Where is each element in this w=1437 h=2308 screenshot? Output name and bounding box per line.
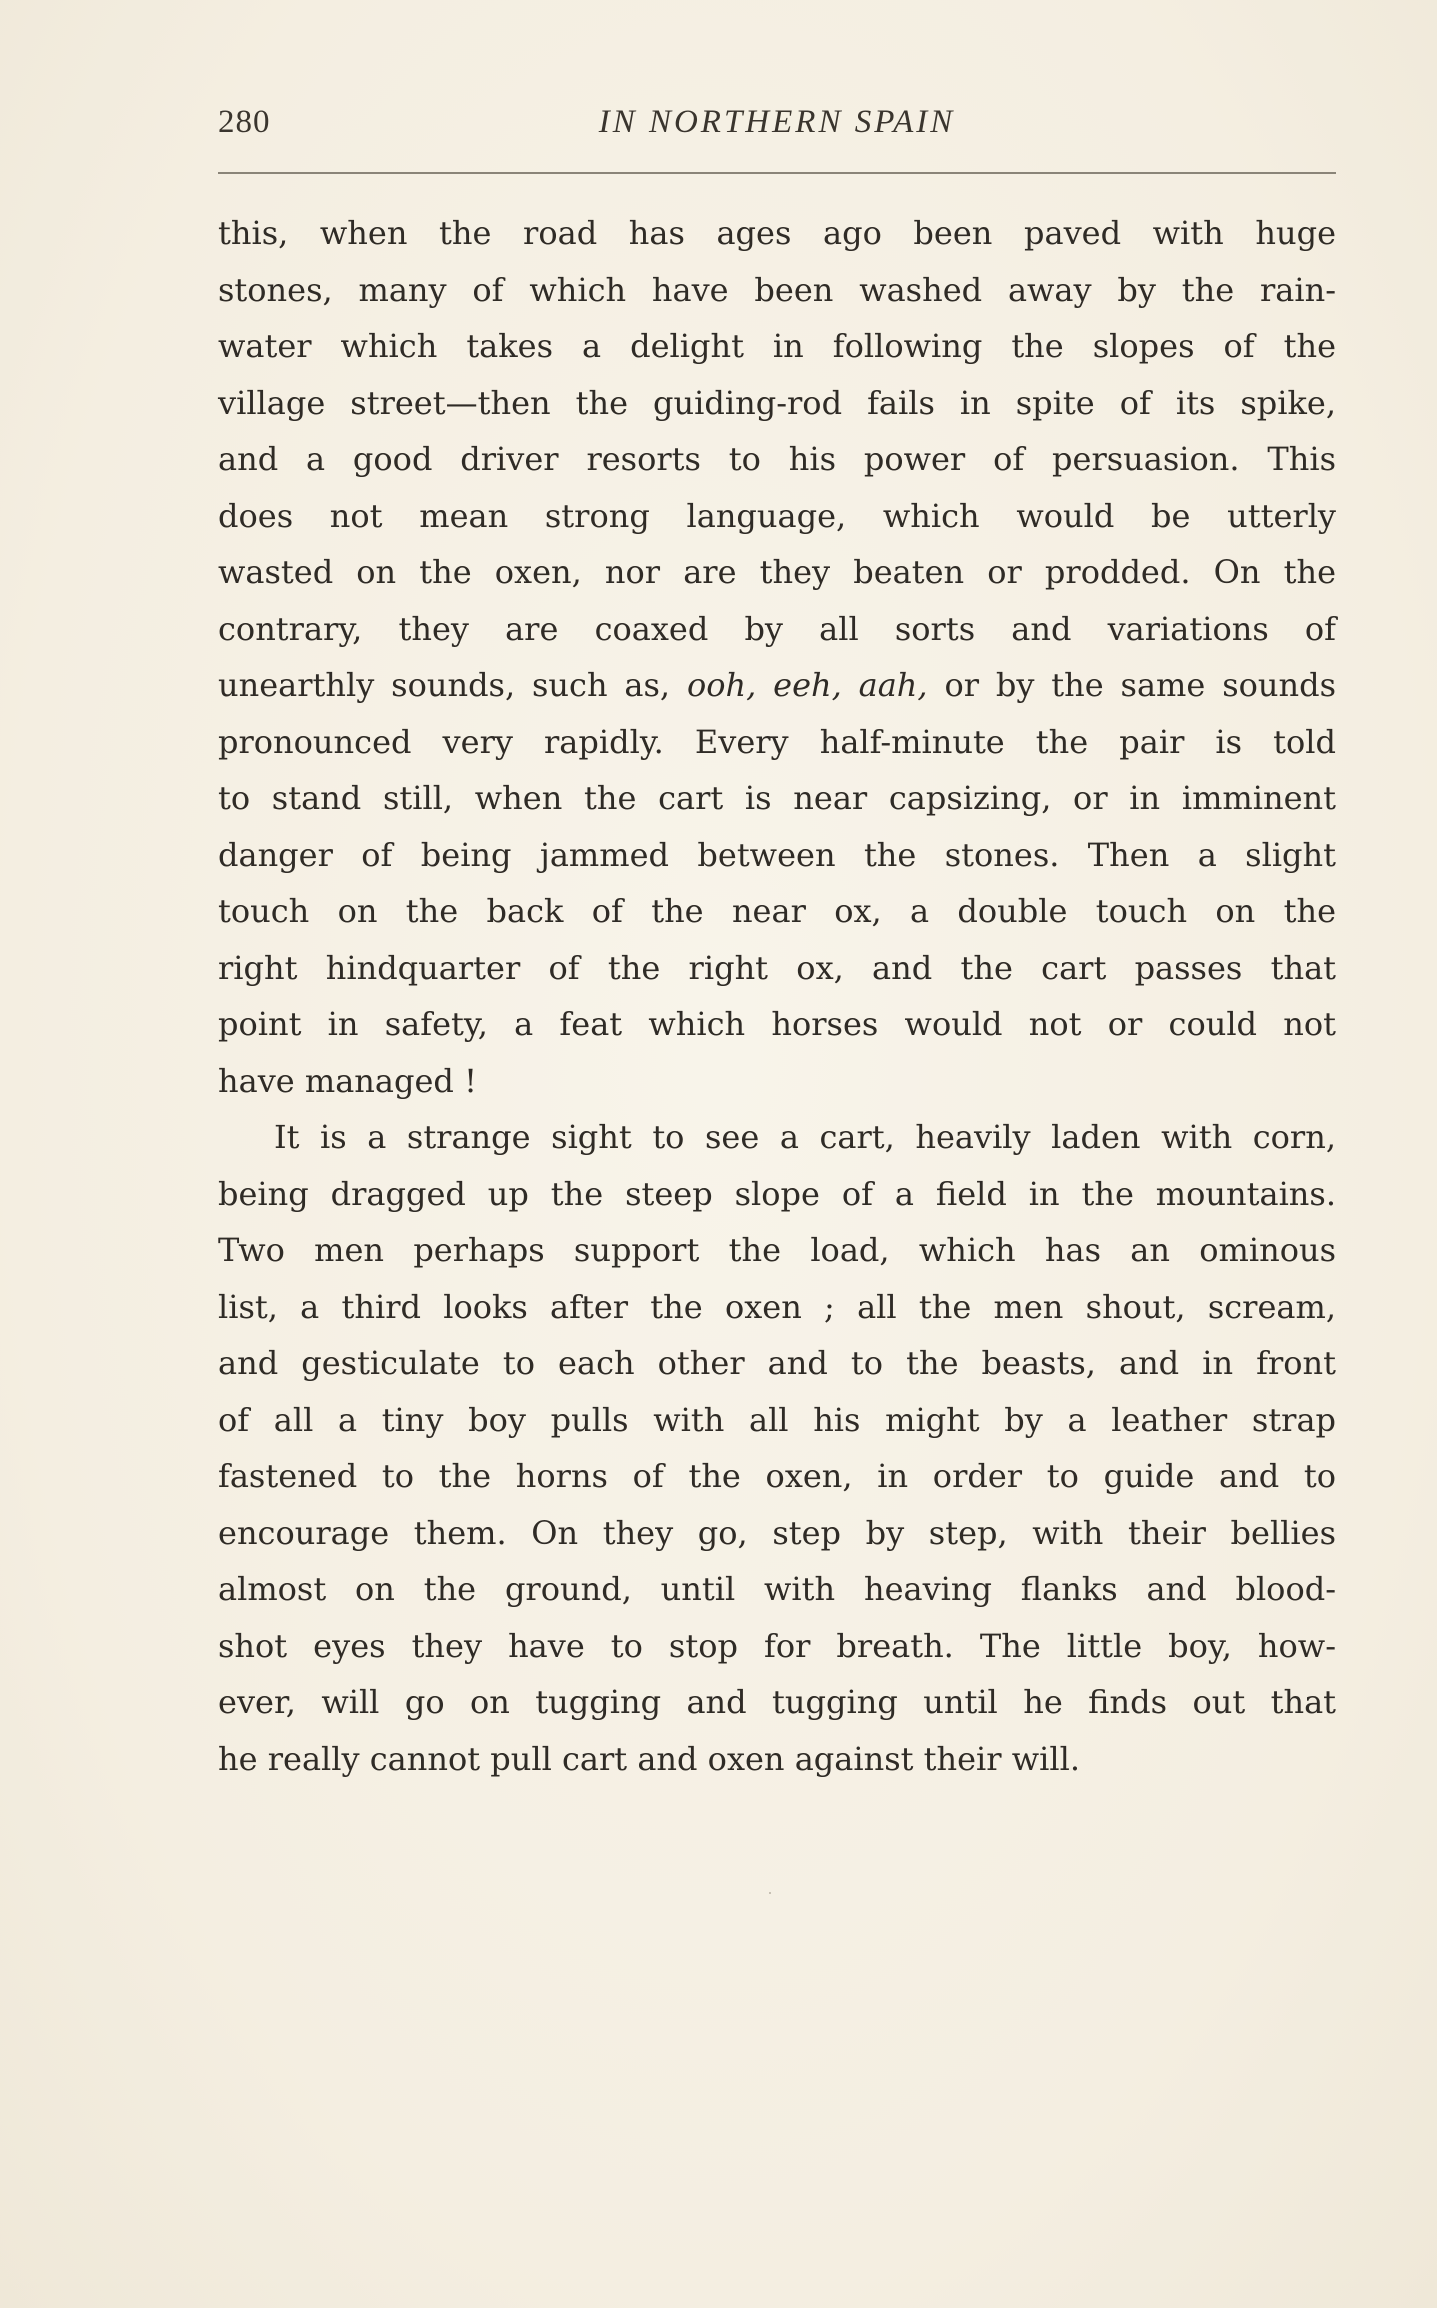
text-line [218,1279,1336,1336]
text-segment: contrary, they are coaxed by all sorts and variations of [218,609,1336,648]
text-segment: to stand still, when the cart is near capsizing, or in imminent [218,779,1336,817]
text-segment: shot eyes they have to stop for breath. The little boy, how- [218,1626,1336,1665]
text-segment: pronounced very rapidly. Every half-minute the pair is told [218,722,1336,761]
text-segment: fastened to the horns of the oxen, in order to guide and to [218,1457,1336,1495]
text-line [218,657,1336,714]
text-segment: right hindquarter of the right ox, and the cart passes that [218,948,1336,987]
text-line [218,262,1336,319]
text-line [218,1053,1336,1110]
text-segment: village street—then the guiding-rod fails in spite of its spike, [218,383,1336,422]
text-segment: does not mean strong language, which would be utterly [218,496,1336,535]
text-line [218,601,1336,658]
text-line [218,431,1336,488]
text-segment: almost on the ground, until with heaving flanks and blood- [218,1570,1336,1608]
text-line [218,544,1336,601]
text-line [218,940,1336,997]
text-segment: water which takes a delight in following the slopes of the [218,327,1336,365]
text-segment: have managed ! [218,1061,477,1100]
text-line [218,1448,1336,1505]
text-line [218,1166,1336,1223]
text-segment: he really cannot pull cart and oxen against their will. [218,1739,1081,1778]
paper-speck [769,1892,771,1894]
text-segment: and a good driver resorts to his power of persuasion. This [218,440,1336,478]
text-segment: encourage them. On they go, step by step, with their bellies [218,1513,1336,1552]
text-line [218,883,1336,940]
text-segment: wasted on the oxen, nor are they beaten or prodded. On the [218,553,1336,591]
text-segment: and gesticulate to each other and to the beasts, and in front [218,1344,1336,1382]
text-segment: Two men perhaps support the load, which has an ominous [218,1231,1336,1269]
text-line [218,318,1336,375]
text-line [218,488,1336,545]
text-segment: list, a third looks after the oxen ; all the men shout, scream, [218,1287,1336,1326]
paragraph [218,1109,1336,1787]
text-segment: It is a strange sight to see a cart, heavily laden with corn, [274,1118,1336,1156]
text-segment: this, when the road has ages ago been paved with huge [218,214,1336,252]
page-number: 280 [218,104,271,140]
text-segment: point in safety, a feat which horses would not or could not [218,1005,1336,1043]
text-line [218,1222,1336,1279]
text-line [218,770,1336,827]
paragraph [218,205,1336,1109]
body-text [218,205,1336,1787]
text-segment: ever, will go on tugging and tugging until he finds out that [218,1683,1336,1721]
text-segment: danger of being jammed between the stones. Then a slight [218,835,1336,874]
text-segment: being dragged up the steep slope of a field in the mountains. [218,1174,1336,1213]
text-line [218,1109,1336,1166]
text-segment: unearthly sounds, such as, [218,666,687,704]
text-line [218,1335,1336,1392]
text-line [218,1505,1336,1562]
page-header [218,104,1336,148]
running-title: IN NORTHERN SPAIN [598,104,956,140]
text-segment: of all a tiny boy pulls with all his might by a leather strap [218,1400,1336,1439]
text-line [218,714,1336,771]
text-line [218,205,1336,262]
italic-text: ooh, eeh, aah, [686,666,928,704]
text-line [218,1618,1336,1675]
text-line [218,1731,1336,1788]
text-line [218,996,1336,1053]
text-line [218,1561,1336,1618]
text-line [218,1674,1336,1731]
text-line [218,375,1336,432]
header-rule [218,172,1336,174]
text-line [218,827,1336,884]
text-line [218,1392,1336,1449]
text-segment: or by the same sounds [927,666,1337,704]
text-segment: stones, many of which have been washed away by the rain- [218,270,1336,309]
text-segment: touch on the back of the near ox, a double touch on the [218,892,1336,930]
